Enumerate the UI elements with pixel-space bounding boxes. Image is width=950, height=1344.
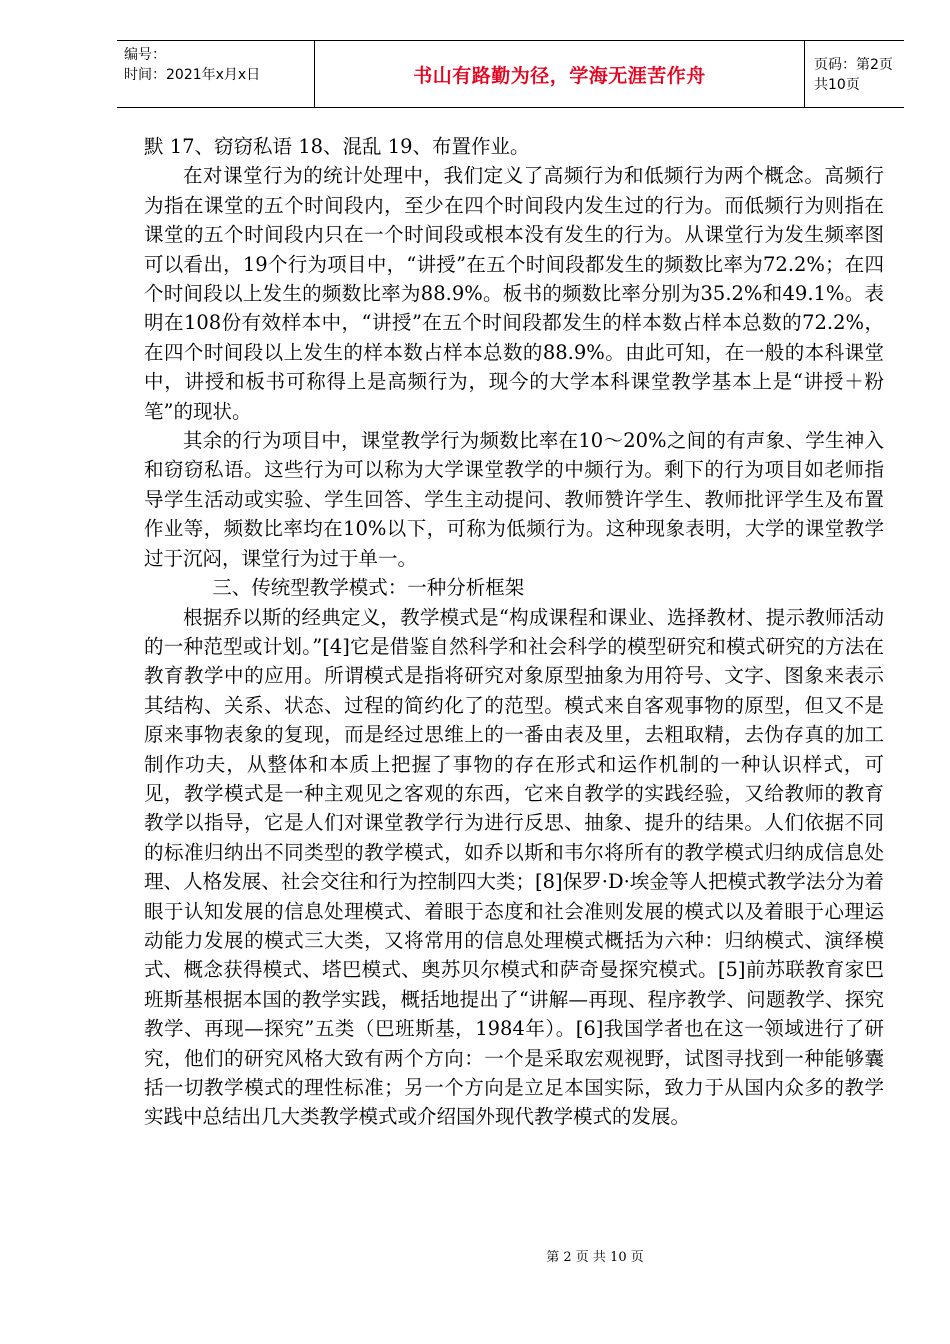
time-label: 时间：2021年x月x日 xyxy=(124,67,261,83)
paragraph-frequency-analysis: 在对课堂行为的统计处理中，我们定义了高频行为和低频行为两个概念。高频行为指在课堂的五个时间段内，至少在四个时间段内发生过的行为。而低频行为则指在课堂的五个时间段内只在一个时间段或根本没有发生的行为。从课堂行为发生频率图可以看出，19个行为项目中，“讲授”在五个时间段都发生的频数比率为72.2%；在四个时间段以上发生的频数比率为88.9%。板书的频数比率分别为35.2%和49.1%。表明在108份有效样本中，“讲授”在五个时间段都发生的样本数占样本总数的72.2%，在四个时间段以上发生的样本数占样本总数的88.9%。由此可知，在一般的本科课堂中，讲授和板书可称得上是高频行为，现今的大学本科课堂教学基本上是“讲授＋粉笔”的现状。 xyxy=(144,164,884,423)
header-page-cell xyxy=(805,41,904,107)
header-motto-cell xyxy=(315,41,805,107)
header-meta-cell xyxy=(117,41,315,107)
footer-page-number: 第 2 页 共 10 页 xyxy=(546,1250,644,1265)
paragraph-low-frequency: 其余的行为项目中，课堂教学行为频数比率在10～20%之间的有声象、学生神入和窃窃私语。这些行为可以称为大学课堂教学的中频行为。剩下的行为项目如老师指导学生活动或实验、学生回答、学生主动提问、教师赞许学生、教师批评学生及布置作业等，频数比率均在10%以下，可称为低频行为。这种现象表明，大学的课堂教学过于沉闷，课堂行为过于单一。 xyxy=(144,429,884,570)
section-heading: 三、传统型教学模式：一种分析框架 xyxy=(212,576,525,600)
paragraph-teaching-models: 根据乔以斯的经典定义，教学模式是“构成课程和课业、选择教材、提示教师活动的一种范型或计划。”[4]它是借鉴自然科学和社会科学的模型研究和模式研究的方法在教育教学中的应用。所谓模式是指将研究对象原型抽象为用符号、文字、图象来表示其结构、关系、状态、过程的简约化了的范型。模式来自客观事物的原型，但又不是原来事物表象的复现，而是经过思维上的一番由表及里，去粗取精，去伪存真的加工制作功夫，从整体和本质上把握了事物的存在形式和运作机制的一种认识样式，可见，教学模式是一种主观见之客观的东西，它来自教学的实践经验，又给教师的教育教学以指导，它是人们对课堂教学行为进行反思、抽象、提升的结果。人们依据不同的标准归纳出不同类型的教学模式，如乔以斯和韦尔将所有的教学模式归纳成信息处理、人格发展、社会交往和行为控制四大类；[8]保罗·D·埃金等人把模式教学法分为着眼于认知发展的信息处理模式、着眼于态度和社会准则发展的模式以及着眼于心理运动能力发展的模式三大类，又将常用的信息处理模式概括为六种：归纳模式、演绎模式、概念获得模式、塔巴模式、奥苏贝尔模式和萨奇曼探究模式。[5]前苏联教育家巴班斯基根据本国的教学实践，概括地提出了“讲解—再现、程序教学、问题教学、探究教学、再现—探究”五类（巴班斯基，1984年）。[6]我国学者也在这一领域进行了研究，他们的研究风格大致有两个方向：一个是采取宏观视野，试图寻找到一种能够囊括一切教学模式的理性标准；另一个方向是立足本国实际，致力于从国内众多的教学实践中总结出几大类教学模式或介绍国外现代教学模式的发展。 xyxy=(144,605,884,1129)
page-label: 页码：第2页 共10页 xyxy=(814,57,893,93)
paragraph-list-end: 默 17、窃窃私语 18、混乱 19、布置作业。 xyxy=(144,135,530,158)
body-text xyxy=(144,132,884,1132)
page-footer xyxy=(0,1246,950,1265)
number-label: 编号： xyxy=(124,47,166,63)
motto-text: 书山有路勤为径，学海无涯苦作舟 xyxy=(413,64,706,87)
document-header xyxy=(117,40,904,108)
